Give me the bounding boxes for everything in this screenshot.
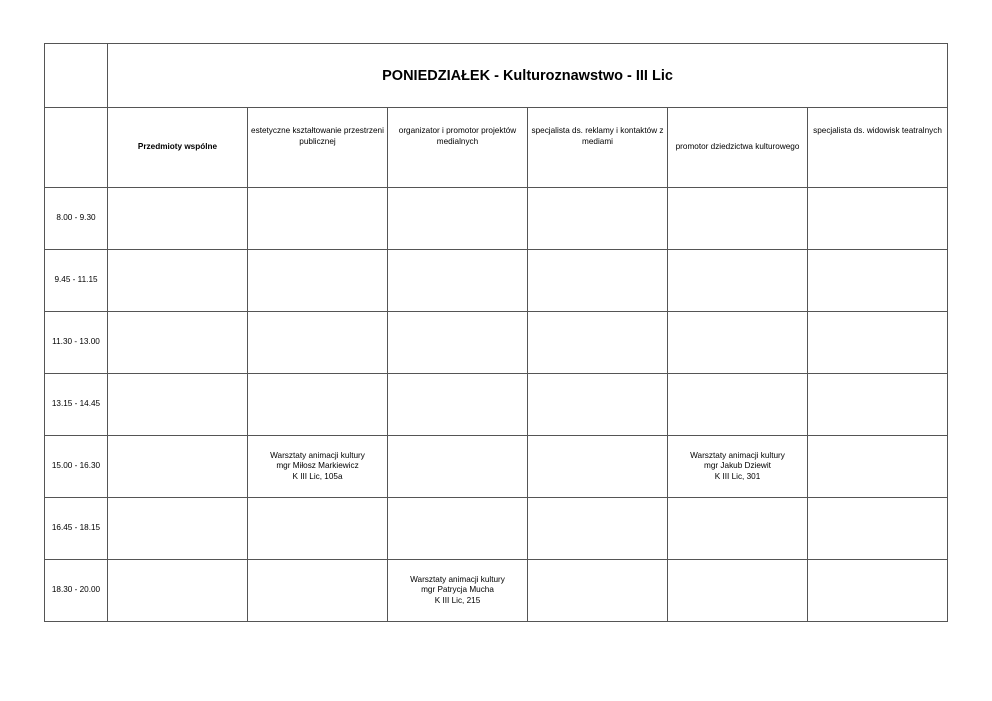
class-teacher: mgr Miłosz Markiewicz [276,461,359,471]
class-entry [668,436,808,498]
schedule-cell [808,498,948,560]
time-row [45,312,948,374]
schedule-cell [528,250,668,312]
schedule-cell [808,250,948,312]
time-label: 15.00 - 16.30 [45,436,108,498]
schedule-cell [528,436,668,498]
class-room: K III Lic, 215 [434,595,481,605]
class-entry [248,436,388,498]
time-label: 18.30 - 20.00 [45,560,108,622]
schedule-cell [388,250,528,312]
time-row [45,560,948,622]
schedule-title: PONIEDZIAŁEK - Kulturoznawstwo - III Lic [108,44,948,108]
column-header-common: Przedmioty wspólne [108,108,248,188]
time-row [45,498,948,560]
schedule-cell [388,374,528,436]
column-header-theatre: specjalista ds. widowisk teatralnych [808,108,948,188]
time-label: 11.30 - 13.00 [45,312,108,374]
schedule-cell [108,560,248,622]
schedule-cell [248,312,388,374]
schedule-cell [388,188,528,250]
time-row [45,250,948,312]
schedule-cell [668,560,808,622]
schedule-cell [108,250,248,312]
time-label: 8.00 - 9.30 [45,188,108,250]
schedule-cell [528,312,668,374]
schedule-cell [248,188,388,250]
schedule-cell [388,436,528,498]
schedule-cell [388,498,528,560]
schedule-cell [108,436,248,498]
schedule-cell [248,560,388,622]
timetable [44,43,948,622]
schedule-cell [248,250,388,312]
schedule-cell [668,250,808,312]
class-room: K III Lic, 301 [714,471,761,481]
corner-cell-header [45,108,108,188]
schedule-cell [808,188,948,250]
class-entry [388,560,528,622]
schedule-cell [528,188,668,250]
schedule-cell [248,374,388,436]
schedule-cell [248,498,388,560]
time-label: 13.15 - 14.45 [45,374,108,436]
schedule-cell [808,374,948,436]
title-row [45,44,948,108]
schedule-cell [668,498,808,560]
class-subject: Warsztaty animacji kultury [690,450,785,460]
schedule-cell [668,374,808,436]
column-header-advertising: specjalista ds. reklamy i kontaktów z mediami [528,108,668,188]
class-teacher: mgr Patrycja Mucha [421,585,494,595]
schedule-cell [668,188,808,250]
time-row [45,188,948,250]
time-label: 9.45 - 11.15 [45,250,108,312]
column-header-aesthetic: estetyczne kształtowanie przestrzeni publicznej [248,108,388,188]
schedule-cell [108,374,248,436]
schedule-cell [388,312,528,374]
class-teacher: mgr Jakub Dziewit [704,461,771,471]
corner-cell [45,44,108,108]
schedule-cell [808,312,948,374]
column-header-heritage: promotor dziedzictwa kulturowego [668,108,808,188]
time-label: 16.45 - 18.15 [45,498,108,560]
class-subject: Warsztaty animacji kultury [410,574,505,584]
header-row [45,108,948,188]
schedule-cell [528,374,668,436]
schedule-cell [808,436,948,498]
class-room: K III Lic, 105a [292,471,343,481]
schedule-cell [528,560,668,622]
time-row [45,374,948,436]
time-row [45,436,948,498]
schedule-cell [528,498,668,560]
schedule-cell [108,188,248,250]
schedule-cell [808,560,948,622]
column-header-media-projects: organizator i promotor projektów medialnych [388,108,528,188]
schedule-cell [108,312,248,374]
schedule-cell [108,498,248,560]
schedule-cell [668,312,808,374]
class-subject: Warsztaty animacji kultury [270,450,365,460]
